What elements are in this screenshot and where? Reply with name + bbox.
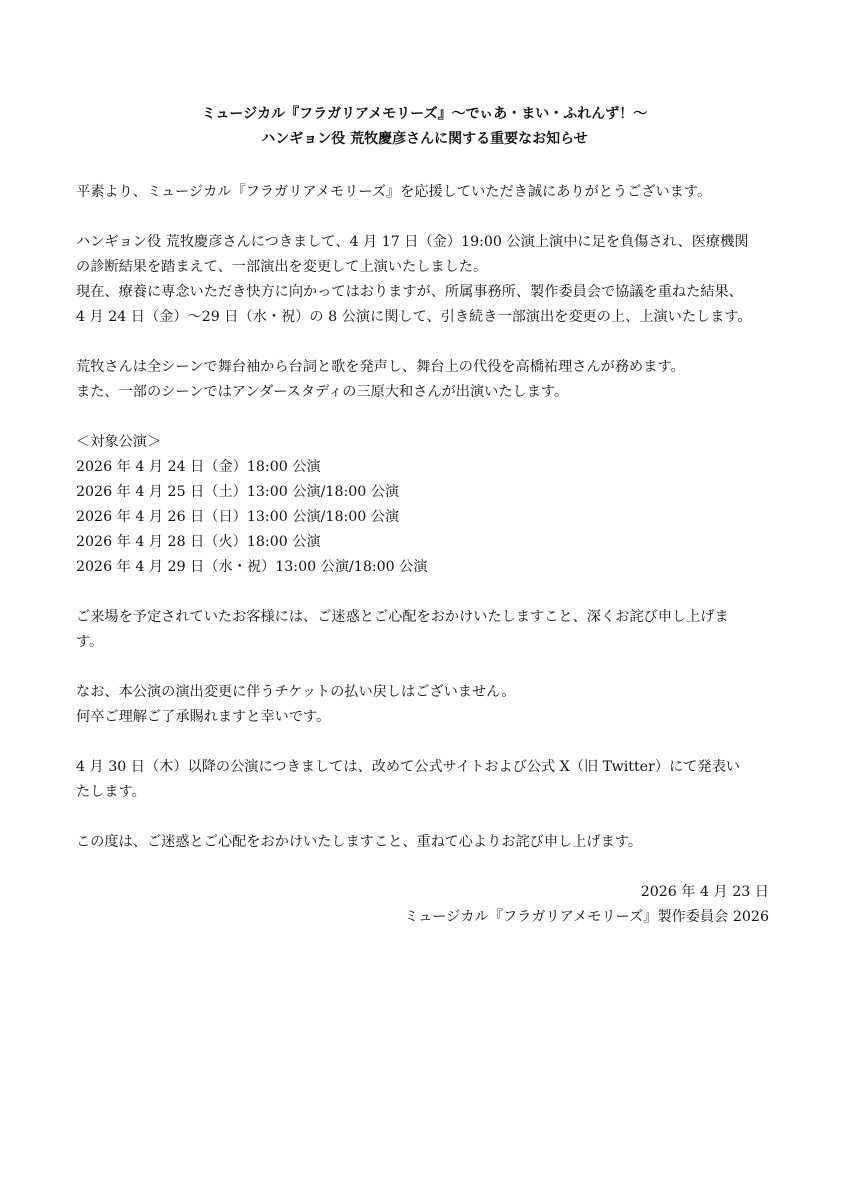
incident-paragraph bbox=[76, 230, 773, 330]
notice-title bbox=[76, 102, 773, 152]
title-line-2: ハンギョン役 荒牧慶彦さんに関する重要なお知らせ bbox=[261, 131, 588, 147]
closing-paragraph bbox=[76, 830, 773, 855]
future-line-2: たします。 bbox=[76, 784, 146, 800]
signature-organization: ミュージカル『フラガリアメモリーズ』製作委員会 2026 bbox=[404, 909, 769, 925]
notice-body bbox=[76, 180, 773, 880]
apology-line-1: ご来場を予定されていたお客様には、ご迷惑とご心配をおかけいたしますこと、深くお詫び申し上げま bbox=[76, 609, 729, 625]
apology-line-2: す。 bbox=[76, 634, 104, 650]
arrangement-paragraph bbox=[76, 355, 773, 405]
incident-line-1: ハンギョン役 荒牧慶彦さんにつきまして、4 月 17 日（金）19:00 公演上演中に足を負傷され、医療機関 bbox=[76, 234, 749, 250]
apology-paragraph bbox=[76, 605, 773, 655]
arrangement-line-2: また、一部のシーンではアンダースタディの三原大和さんが出演いたします。 bbox=[76, 384, 569, 400]
performance-list-heading: ＜対象公演＞ bbox=[76, 434, 162, 450]
signature-block bbox=[76, 880, 773, 930]
future-paragraph bbox=[76, 755, 773, 805]
performance-item: 2026 年 4 月 29 日（水・祝）13:00 公演/18:00 公演 bbox=[76, 559, 428, 575]
performance-item: 2026 年 4 月 25 日（土）13:00 公演/18:00 公演 bbox=[76, 484, 400, 500]
incident-line-3: 現在、療養に専念いただき快方に向かってはおりますが、所属事務所、製作委員会で協議を重ねた結果、 bbox=[76, 284, 743, 300]
refund-paragraph bbox=[76, 680, 773, 730]
refund-line-2: 何卒ご理解ご了承賜れますと幸いです。 bbox=[76, 709, 331, 725]
intro-paragraph bbox=[76, 180, 773, 205]
performance-list bbox=[76, 430, 773, 580]
incident-line-4: 4 月 24 日（金）〜29 日（水・祝）の 8 公演に関して、引き続き一部演出を変更の上、上演いたします。 bbox=[76, 309, 752, 325]
refund-line-1: なお、本公演の演出変更に伴うチケットの払い戻しはございません。 bbox=[76, 684, 516, 700]
closing-line: この度は、ご迷惑とご心配をおかけいたしますこと、重ねて心よりお詫び申し上げます。 bbox=[76, 834, 643, 850]
signature-date: 2026 年 4 月 23 日 bbox=[640, 884, 769, 900]
performance-item: 2026 年 4 月 26 日（日）13:00 公演/18:00 公演 bbox=[76, 509, 400, 525]
title-line-1: ミュージカル『フラガリアメモリーズ』〜でぃあ・まい・ふれんず！〜 bbox=[201, 106, 648, 122]
performance-item: 2026 年 4 月 28 日（火）18:00 公演 bbox=[76, 534, 321, 550]
performance-item: 2026 年 4 月 24 日（金）18:00 公演 bbox=[76, 459, 321, 475]
intro-line: 平素より、ミュージカル『フラガリアメモリーズ』を応援していただき誠にありがとうございます。 bbox=[76, 184, 712, 200]
future-line-1: 4 月 30 日（木）以降の公演につきましては、改めて公式サイトおよび公式 X（旧 Twitter）にて発表い bbox=[76, 759, 740, 775]
incident-line-2: の診断結果を踏まえて、一部演出を変更して上演いたしました。 bbox=[76, 259, 488, 275]
arrangement-line-1: 荒牧さんは全シーンで舞台袖から台詞と歌を発声し、舞台上の代役を高橋祐理さんが務めます。 bbox=[76, 359, 685, 375]
